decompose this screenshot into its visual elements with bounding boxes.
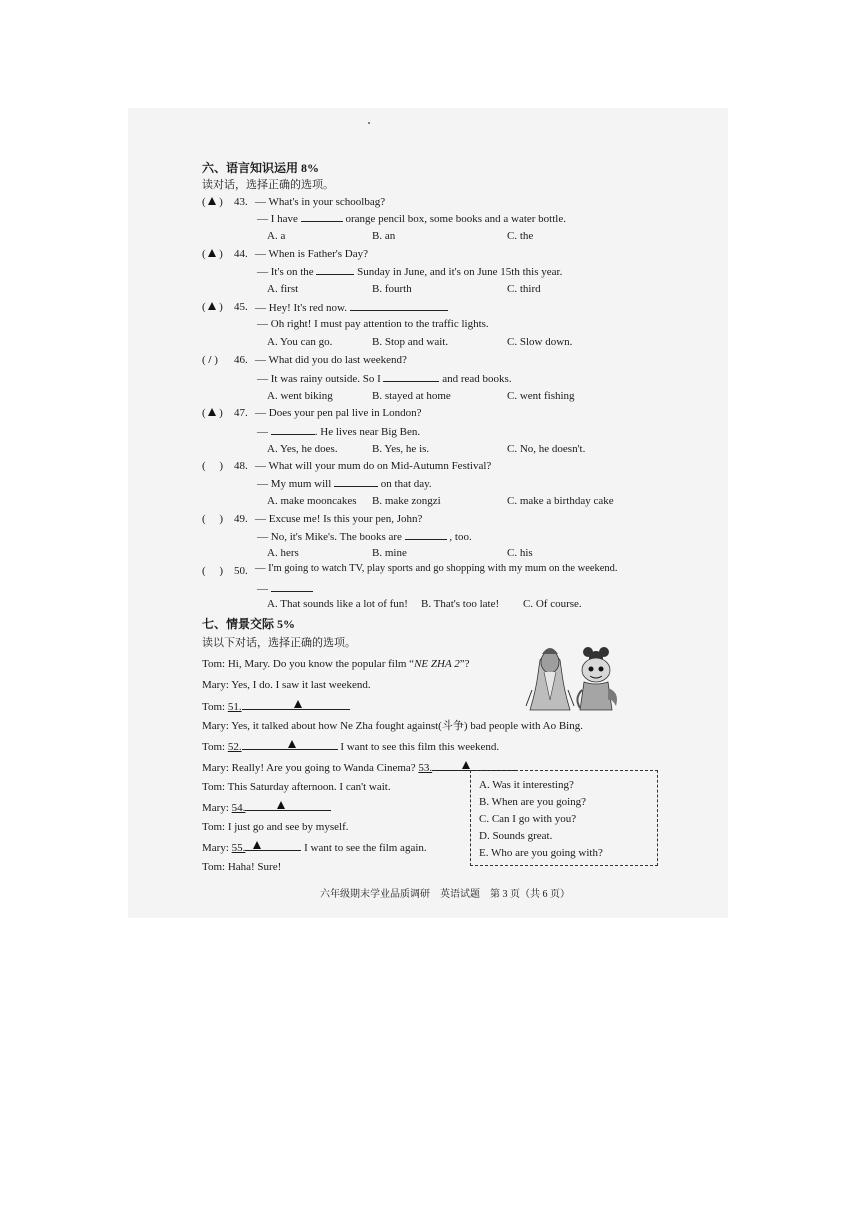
slash-mark: / bbox=[208, 354, 212, 366]
q45-answer: — Oh right! I must pay attention to the traffic lights. bbox=[257, 318, 489, 330]
q47-option-b: B. Yes, he is. bbox=[372, 443, 430, 455]
option-d: D. Sounds great. bbox=[479, 830, 553, 842]
q47-answer: — . He lives near Big Ben. bbox=[257, 426, 421, 438]
q45-option-b: B. Stop and wait. bbox=[372, 336, 449, 348]
q45-num: 45. bbox=[234, 301, 248, 313]
dialogue-line: Tom: Haha! Sure! bbox=[202, 861, 282, 873]
q50-answer: — bbox=[257, 581, 313, 596]
answer-paren: ( ) bbox=[202, 196, 223, 208]
q50-option-a: A. That sounds like a lot of fun! bbox=[267, 598, 408, 610]
q46-question: — What did you do last weekend? bbox=[255, 354, 407, 366]
q49-question: — Excuse me! Is this your pen, John? bbox=[255, 513, 423, 525]
q43-option-a: A. a bbox=[267, 230, 286, 242]
triangle-icon bbox=[208, 249, 216, 257]
q50-option-b: B. That's too late! bbox=[421, 598, 500, 610]
q43-option-c: C. the bbox=[507, 230, 534, 242]
q47-option-a: A. Yes, he does. bbox=[267, 443, 338, 455]
dialogue-line: Mary: Yes, it talked about how Ne Zha fought against(斗争) bad people with Ao Bing. bbox=[202, 720, 583, 732]
q46-num: 46. bbox=[234, 354, 248, 366]
q50-num: 50. bbox=[234, 565, 248, 577]
q45-question: — Hey! It's red now. bbox=[255, 300, 448, 315]
triangle-icon bbox=[253, 841, 261, 849]
triangle-icon bbox=[277, 801, 285, 809]
q47-option-c: C. No, he doesn't. bbox=[507, 443, 586, 455]
section7-instruction: 读以下对话，选择正确的选项。 bbox=[202, 637, 356, 649]
q44-option-a: A. first bbox=[267, 283, 299, 295]
q43-answer: — I have orange pencil box, some books and a water bottle. bbox=[257, 213, 566, 225]
q48-option-c: C. make a birthday cake bbox=[507, 495, 614, 507]
answer-paren: ( / ) bbox=[202, 354, 218, 366]
q48-option-a: A. make mooncakes bbox=[267, 495, 357, 507]
dialogue-line: Tom: I just go and see by myself. bbox=[202, 821, 349, 833]
q48-answer: — My mum will on that day. bbox=[257, 478, 432, 490]
answer-paren: ( ) bbox=[202, 301, 223, 313]
dialogue-line-52: Tom: 52. I want to see this film this weekend. bbox=[202, 741, 500, 753]
q45-option-a: A. You can go. bbox=[267, 336, 333, 348]
q44-option-b: B. fourth bbox=[372, 283, 412, 295]
section6-title: 六、语言知识运用 8% bbox=[202, 161, 320, 175]
dialogue-line-53: Mary: Really! Are you going to Wanda Cinema? 53. bbox=[202, 760, 518, 775]
triangle-icon bbox=[208, 197, 216, 205]
triangle-icon bbox=[208, 302, 216, 310]
q44-question: — When is Father's Day? bbox=[255, 248, 368, 260]
q49-option-a: A. hers bbox=[267, 547, 299, 559]
q49-option-b: B. mine bbox=[372, 547, 407, 559]
q45-option-c: C. Slow down. bbox=[507, 336, 573, 348]
option-e: E. Who are you going with? bbox=[479, 847, 603, 859]
q47-question: — Does your pen pal live in London? bbox=[255, 407, 422, 419]
page-footer: 六年级期末学业品质调研 英语试题 第 3 页（共 6 页） bbox=[320, 889, 570, 900]
answer-paren: ( ) bbox=[202, 407, 223, 419]
q43-option-b: B. an bbox=[372, 230, 396, 242]
q49-answer: — No, it's Mike's. The books are , too. bbox=[257, 531, 472, 543]
q44-answer: — It's on the Sunday in June, and it's on June 15th this year. bbox=[257, 266, 563, 278]
q46-option-a: A. went biking bbox=[267, 390, 333, 402]
triangle-icon bbox=[462, 761, 470, 769]
q49-num: 49. bbox=[234, 513, 248, 525]
dialogue-line: Tom: This Saturday afternoon. I can't wait. bbox=[202, 781, 391, 793]
q46-option-b: B. stayed at home bbox=[372, 390, 451, 402]
q46-option-c: C. went fishing bbox=[507, 390, 575, 402]
q50-question: — I'm going to watch TV, play sports and go shopping with my mum on the weekend. bbox=[255, 563, 618, 574]
dialogue-line-55: Mary: 55. I want to see the film again. bbox=[202, 842, 427, 854]
dialogue-line-54: Mary: 54. bbox=[202, 800, 331, 815]
q49-option-c: C. his bbox=[507, 547, 533, 559]
ne-zha-illustration bbox=[522, 640, 624, 714]
q48-question: — What will your mum do on Mid-Autumn Festival? bbox=[255, 460, 492, 472]
option-b: B. When are you going? bbox=[479, 796, 587, 808]
q50-option-c: C. Of course. bbox=[523, 598, 582, 610]
dialogue-line: Mary: Yes, I do. I saw it last weekend. bbox=[202, 679, 371, 691]
option-c: C. Can I go with you? bbox=[479, 813, 577, 825]
answer-paren: ( ) bbox=[202, 565, 224, 577]
q44-num: 44. bbox=[234, 248, 248, 260]
answer-paren: ( ) bbox=[202, 460, 224, 472]
q47-num: 47. bbox=[234, 407, 248, 419]
q43-num: 43. bbox=[234, 196, 248, 208]
section7-title: 七、情景交际 5% bbox=[202, 617, 296, 631]
triangle-icon bbox=[294, 700, 302, 708]
triangle-icon bbox=[208, 408, 216, 416]
section6-instruction: 读对话，选择正确的选项。 bbox=[202, 179, 334, 191]
dialogue-line: Tom: Hi, Mary. Do you know the popular film “NE ZHA 2”? bbox=[202, 658, 470, 670]
q46-answer: — It was rainy outside. So I and read books. bbox=[257, 373, 512, 385]
q44-option-c: C. third bbox=[507, 283, 541, 295]
q48-num: 48. bbox=[234, 460, 248, 472]
option-a: A. Was it interesting? bbox=[479, 779, 574, 791]
speck bbox=[368, 122, 370, 124]
answer-paren: ( ) bbox=[202, 248, 223, 260]
triangle-icon bbox=[288, 740, 296, 748]
q48-option-b: B. make zongzi bbox=[372, 495, 441, 507]
dialogue-line-51: Tom: 51. bbox=[202, 699, 350, 714]
answer-paren: ( ) bbox=[202, 513, 224, 525]
q43-question: — What's in your schoolbag? bbox=[255, 196, 386, 208]
